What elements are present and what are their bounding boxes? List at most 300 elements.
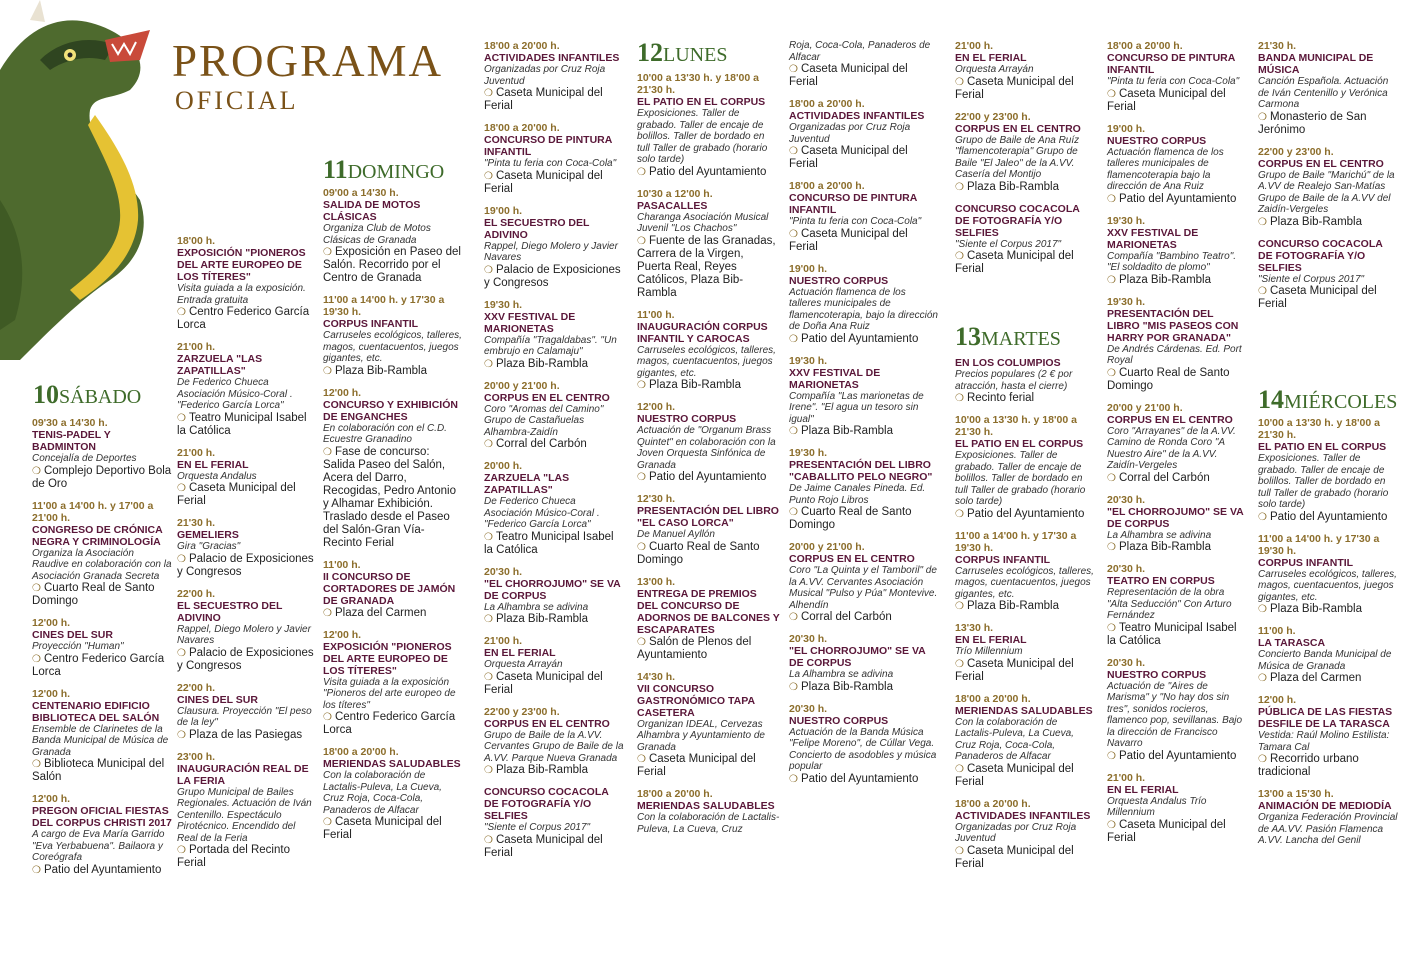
- event-title: SALIDA DE MOTOS CLÁSICAS: [323, 199, 421, 223]
- event-title: MERIENDAS SALUDABLES: [955, 704, 1093, 717]
- event-time: 12'00 h.: [323, 628, 362, 641]
- event-entry: [789, 541, 939, 624]
- event-venue: ❍ Patio del Ayuntamiento: [789, 773, 939, 786]
- event-venue: ❍ Cuarto Real de Santo Domingo: [789, 506, 939, 532]
- event-entry: [1258, 417, 1398, 524]
- day-name: SÁBADO: [59, 386, 142, 408]
- event-entry: [1107, 123, 1247, 206]
- event-description: Grupo de Baile de la A.VV. Cervantes Grupo de Baile de la A.VV. Parque Nueva Granada: [484, 729, 624, 764]
- event-description: Carruseles ecológicos, talleres, magos, cuentacuentos, juegos gigantes, etc.: [955, 565, 1094, 600]
- event-venue: ❍ Plaza Bib-Rambla: [484, 613, 624, 626]
- event-entry: [177, 751, 317, 871]
- event-title: CONCURSO DE PINTURA INFANTIL: [484, 134, 612, 158]
- event-description: Con la colaboración de Lactalis-Puleva, La Cueva, Cruz: [637, 812, 780, 835]
- event-time: 19'30 h.: [1107, 295, 1146, 308]
- event-description: Actuación flamenca de los talleres municipales de flamencoterapia, bajo la dirección de Doña Ana Ruiz: [789, 286, 938, 332]
- event-time: 23'00 h.: [177, 750, 216, 763]
- event-title: "EL CHORROJUMO" SE VA DE CORPUS: [789, 645, 926, 669]
- event-time: 13'00 a 15'30 h.: [1258, 788, 1334, 800]
- event-description: Compañía "Bambino Teatro". "El soldadito de plomo": [1107, 250, 1237, 273]
- event-time: 20'00 y 21'00 h.: [484, 379, 560, 392]
- event-title: NUESTRO CORPUS: [1107, 668, 1207, 681]
- event-entry: [637, 72, 780, 179]
- event-venue: ❍ Centro Federico García Lorca: [32, 653, 172, 679]
- event-entry: [484, 786, 624, 860]
- event-entry: [789, 180, 939, 254]
- event-entry: [955, 111, 1095, 194]
- event-venue: ❍ Palacio de Exposiciones y Congresos: [177, 553, 317, 579]
- column-sabado-2: [177, 235, 317, 879]
- event-title: ENTREGA DE PREMIOS DEL CONCURSO DE ADORNOS DE BALCONES Y ESCAPARATES: [637, 587, 780, 636]
- event-time: 11'00 a 14'00 h. y 17'30 a 19'30 h.: [955, 529, 1077, 554]
- event-entry: [637, 671, 780, 780]
- event-description: Exposiciones. Taller de grabado. Taller de encaje de bolillos. Taller de bordado en tull Taller de grabado (horario solo tarde): [1258, 453, 1389, 510]
- event-venue: ❍ Fase de concurso: Salida Paseo del Salón, Acera del Darro, Recogidas, Pedro Antonio y Alhamar Exhibición. Traslado desde el Paseo del Salón-Gran Vía- Recinto Ferial: [323, 446, 463, 550]
- event-title: CORPUS INFANTIL: [323, 318, 419, 330]
- event-time: 22'00 h.: [177, 587, 216, 600]
- event-entry: [484, 635, 624, 697]
- event-description: Organiza Club de Motos Clásicas de Granada: [323, 223, 431, 246]
- event-entry: [1107, 657, 1247, 763]
- event-entry: [1107, 772, 1247, 845]
- event-entry: [637, 309, 780, 393]
- event-title: CINES DEL SUR: [177, 693, 258, 706]
- event-time: 21'00 h.: [177, 341, 216, 353]
- column-domingo-2: [484, 40, 624, 869]
- event-venue: ❍ Patio del Ayuntamiento: [1107, 750, 1247, 763]
- event-time: 18'00 a 20'00 h.: [789, 180, 865, 192]
- event-venue: ❍ Caseta Municipal del Ferial: [484, 671, 624, 697]
- event-title: ACTIVIDADES INFANTILES: [789, 110, 925, 122]
- event-title: INAUGURACIÓN REAL DE LA FERIA: [177, 762, 309, 787]
- event-entry: [1258, 625, 1398, 685]
- event-entry: [177, 235, 317, 332]
- event-entry: [955, 414, 1095, 521]
- event-venue: ❍ Recinto ferial: [955, 392, 1095, 405]
- event-entry: [1258, 238, 1398, 312]
- event-entry: [323, 746, 463, 842]
- event-time: 18'00 a 20'00 h.: [1107, 40, 1183, 52]
- event-time: 13'00 h.: [637, 575, 676, 588]
- event-venue: ❍ Caseta Municipal del Ferial: [789, 228, 939, 254]
- event-venue: ❍ Caseta Municipal del Ferial: [955, 76, 1095, 102]
- event-title: XXV FESTIVAL DE MARIONETAS: [789, 366, 881, 391]
- event-venue: ❍ Plaza Bib-Rambla: [1258, 603, 1398, 616]
- event-venue: ❍ Complejo Deportivo Bola de Oro: [32, 465, 172, 491]
- event-description: Con la colaboración de Lactalis-Puleva, La Cueva, Cruz Roja, Coca-Cola, Panaderos de Alfacar: [955, 716, 1074, 762]
- event-time: 10'00 a 13'30 h. y 18'00 a 21'30 h.: [955, 414, 1077, 438]
- event-title: TENIS-PADEL Y BADMINTON: [32, 429, 111, 453]
- event-time: 19'30 h.: [789, 354, 828, 367]
- event-time: 18'00 a 20'00 h.: [637, 788, 713, 800]
- event-venue: ❍ Caseta Municipal del Ferial: [955, 763, 1095, 789]
- event-time: 09'30 a 14'30 h.: [32, 417, 108, 429]
- event-entry: [177, 517, 317, 579]
- event-entry: [323, 294, 463, 378]
- event-venue: ❍ Patio del Ayuntamiento: [32, 864, 172, 877]
- event-venue: ❍ Caseta Municipal del Ferial: [177, 482, 317, 508]
- event-venue: ❍ Biblioteca Municipal del Salón: [32, 758, 172, 784]
- event-title: CORPUS EN EL CENTRO: [1258, 157, 1384, 170]
- event-title: VII CONCURSO GASTRONÓMICO TAPA CASETERA: [637, 682, 755, 719]
- event-description: Actuación de la Banda Música "Felipe Moreno", de Cúllar Vega. Concierto de asodobles y música popular: [789, 726, 937, 772]
- event-venue: ❍ Cuarto Real de Santo Domingo: [32, 582, 172, 608]
- event-title: TEATRO EN CORPUS: [1107, 575, 1215, 587]
- event-entry: [32, 617, 172, 679]
- event-description: La Alhambra se adivina: [484, 601, 589, 613]
- event-title: EL SECUESTRO DEL ADIVINO: [177, 599, 283, 624]
- event-entry: [1258, 694, 1398, 779]
- event-entry: [637, 188, 780, 300]
- event-entry: [177, 588, 317, 673]
- event-entry: [1107, 296, 1247, 393]
- event-entry: [955, 622, 1095, 684]
- event-description: Actuación de "Organum Brass Quintet" en colaboración con la Joven Orquesta Sinfónica de Granada: [637, 425, 776, 471]
- event-title: PRESENTACIÓN DEL LIBRO "EL CASO LORCA": [637, 505, 779, 529]
- day-name: MIÉRCOLES: [1284, 391, 1398, 413]
- event-venue: ❍ Caseta Municipal del Ferial: [484, 834, 624, 860]
- event-description: De Andrés Cárdenas. Ed. Port Royal: [1107, 343, 1242, 366]
- event-title: ACTIVIDADES INFANTILES: [955, 809, 1091, 822]
- event-title: NUESTRO CORPUS: [637, 413, 737, 425]
- event-title: EN EL FERIAL: [955, 52, 1027, 64]
- event-venue: ❍ Patio del Ayuntamiento: [637, 471, 780, 484]
- event-title: EN EL FERIAL: [484, 647, 556, 659]
- event-title: CORPUS INFANTIL: [955, 553, 1051, 566]
- event-time: 12'00 h.: [32, 687, 71, 700]
- event-entry: [955, 40, 1095, 102]
- event-entry: [1107, 494, 1247, 555]
- event-venue: ❍ Corral del Carbón: [1107, 472, 1247, 485]
- event-description: Concierto Banda Municipal de Música de Granada: [1258, 649, 1392, 672]
- event-time: 19'00 h.: [789, 262, 828, 275]
- event-time: 11'00 a 14'00 h. y 17'00 a 21'00 h.: [32, 499, 154, 524]
- event-title: CONCURSO COCACOLA DE FOTOGRAFÍA Y/O SELFIES: [484, 786, 609, 822]
- event-title: EL PATIO EN EL CORPUS: [955, 438, 1084, 450]
- event-title: CORPUS EN EL CENTRO: [1107, 413, 1233, 426]
- event-time: 20'30 h.: [789, 702, 828, 715]
- event-title: NUESTRO CORPUS: [789, 274, 889, 287]
- day-number: 12: [637, 38, 663, 67]
- event-entry: [955, 693, 1095, 789]
- event-time: 20'00 h.: [484, 460, 523, 472]
- event-entry: [955, 530, 1095, 614]
- event-description: Rappel, Diego Molero y Javier Navares: [177, 623, 311, 646]
- event-description: Compañía "Las marionetas de Irene". "El agua un tesoro sin igual": [789, 390, 924, 425]
- event-description: Trío Millennium: [955, 646, 1023, 657]
- event-title: CORPUS INFANTIL: [1258, 556, 1354, 569]
- event-venue: ❍ Corral del Carbón: [484, 438, 624, 451]
- event-description: Organizadas por Cruz Roja Juventud: [789, 122, 911, 145]
- event-title: EL SECUESTRO DEL ADIVINO: [484, 216, 590, 241]
- event-title: EN EL FERIAL: [1107, 783, 1179, 796]
- event-entry: [484, 460, 624, 557]
- event-venue: ❍ Caseta Municipal del Ferial: [789, 145, 939, 171]
- event-title: CORPUS EN EL CENTRO: [955, 122, 1081, 135]
- event-venue: ❍ Salón de Plenos del Ayuntamiento: [637, 636, 780, 662]
- event-title: CONCURSO Y EXHIBICIÓN DE ENGANCHES: [323, 398, 458, 423]
- event-title: "EL CHORROJUMO" SE VA DE CORPUS: [484, 577, 621, 602]
- event-title: ANIMACIÓN DE MEDIODÍA: [1258, 800, 1392, 812]
- event-entry: [1107, 215, 1247, 287]
- event-entry: [1258, 146, 1398, 229]
- event-time: 20'30 h.: [1107, 493, 1146, 506]
- event-title: XXV FESTIVAL DE MARIONETAS: [1107, 226, 1199, 251]
- event-entry: [32, 417, 172, 491]
- column-martes-1: [955, 357, 1095, 880]
- event-entry: [789, 98, 939, 171]
- event-time: 11'00 h.: [637, 308, 675, 321]
- event-entry: [323, 387, 463, 550]
- event-venue: ❍ Caseta Municipal del Ferial: [323, 816, 463, 842]
- event-venue: ❍ Caseta Municipal del Ferial: [789, 63, 939, 89]
- event-time: 18'00 a 20'00 h.: [789, 98, 865, 110]
- event-time: 18'00 a 20'00 h.: [484, 40, 560, 52]
- event-time: 20'30 h.: [789, 633, 828, 645]
- event-venue: ❍ Caseta Municipal del Ferial: [955, 658, 1095, 684]
- event-title: ZARZUELA "LAS ZAPATILLAS": [484, 472, 570, 496]
- event-description: Canción Española. Actuación de Iván Centenillo y Verónica Carmona: [1258, 76, 1389, 110]
- event-venue: ❍ Monasterio de San Jerónimo: [1258, 111, 1398, 137]
- event-venue: ❍ Patio del Ayuntamiento: [1107, 193, 1247, 206]
- day-heading-12: [637, 38, 727, 68]
- event-description: Con la colaboración de Lactalis-Puleva, La Cueva, Cruz Roja, Coca-Cola, Panaderos de Alfacar: [323, 770, 442, 816]
- event-title: PÚBLICA DE LAS FIESTAS DESFILE DE LA TARASCA: [1258, 706, 1393, 730]
- day-number: 13: [955, 322, 981, 351]
- event-entry: [323, 629, 463, 738]
- event-description: "Siente el Corpus 2017": [955, 238, 1062, 250]
- event-title: PRESENTACIÓN DEL LIBRO "CABALLITO PELO NEGRO": [789, 459, 933, 483]
- event-time: 21'30 h.: [1258, 40, 1297, 52]
- event-time: 20'00 y 21'00 h.: [789, 541, 865, 553]
- event-time: 21'00 h.: [484, 635, 523, 647]
- event-title: CONGRESO DE CRÓNICA NEGRA Y CRIMINOLOGÍA: [32, 523, 163, 548]
- event-venue: ❍ Patio del Ayuntamiento: [1258, 511, 1398, 524]
- day-name: MARTES: [981, 328, 1061, 350]
- event-time: 20'00 y 21'00 h.: [1107, 401, 1183, 414]
- event-title: EN LOS COLUMPIOS: [955, 357, 1061, 369]
- event-entry: [789, 447, 939, 532]
- event-venue: ❍ Plaza Bib-Rambla: [1107, 274, 1247, 287]
- column-miercoles-1: [1258, 417, 1398, 856]
- event-description: Orquesta Arrayán: [955, 64, 1034, 75]
- event-entry: [637, 576, 780, 662]
- event-description: Rappel, Diego Molero y Javier Navares: [484, 240, 618, 263]
- event-title: CONCURSO COCACOLA DE FOTOGRAFÍA Y/O SELFIES: [1258, 237, 1383, 274]
- event-description: A cargo de Eva María Garrido "Eva Yerbabuena". Bailaora y Coreógrafa: [32, 829, 165, 863]
- event-entry: [177, 682, 317, 742]
- event-time: 12'00 h.: [637, 401, 676, 413]
- event-time: 21'30 h.: [177, 517, 216, 529]
- event-title: EL PATIO EN EL CORPUS: [1258, 441, 1387, 453]
- event-time: 19'30 h.: [1107, 214, 1146, 227]
- event-entry: [955, 203, 1095, 277]
- event-title: NUESTRO CORPUS: [1107, 134, 1207, 147]
- day-number: 11: [323, 155, 348, 184]
- event-time: 19'30 h.: [484, 298, 523, 311]
- event-entry: [484, 380, 624, 452]
- event-venue: ❍ Cuarto Real de Santo Domingo: [1107, 367, 1247, 393]
- event-venue: ❍ Plaza del Carmen: [323, 607, 463, 620]
- event-description: Grupo de Baile de Ana Ruíz "flamencoterapia" Grupo de Baile "El Jaleo" de la A.VV. Casería del Montijo: [955, 134, 1080, 180]
- event-entry: [484, 566, 624, 627]
- event-title: NUESTRO CORPUS: [789, 714, 889, 727]
- event-entry: [484, 299, 624, 371]
- event-venue: ❍ Recorrido urbano tradicional: [1258, 753, 1398, 779]
- event-entry: [637, 788, 780, 835]
- event-entry: [955, 798, 1095, 871]
- event-venue: ❍ Plaza de las Pasiegas: [177, 729, 317, 742]
- event-description: Organizadas por Cruz Roja Juventud: [955, 821, 1077, 844]
- event-venue: ❍ Caseta Municipal del Ferial: [1107, 88, 1247, 114]
- event-entry: [32, 688, 172, 785]
- event-time: 21'00 h.: [1107, 771, 1146, 784]
- event-time: 18'00 a 20'00 h.: [484, 122, 560, 134]
- event-description: "Siente el Corpus 2017": [1258, 273, 1365, 285]
- event-description: Orquesta Andalus Trío Millennium: [1107, 795, 1207, 818]
- event-title: XXV FESTIVAL DE MARIONETAS: [484, 310, 576, 335]
- day-name: LUNES: [663, 44, 728, 66]
- event-time: 12'00 h.: [1258, 694, 1297, 706]
- event-time: 22'00 y 23'00 h.: [484, 705, 560, 718]
- event-time: 19'00 h.: [484, 204, 523, 217]
- event-description: Gira "Gracias": [177, 541, 241, 552]
- event-venue: ❍ Caseta Municipal del Ferial: [484, 87, 624, 113]
- day-heading-14: [1258, 385, 1397, 415]
- title-line1: PROGRAMA: [172, 36, 444, 86]
- event-description: De Federico Chueca Asociación Músico-Coral . "Federico García Lorca": [177, 377, 293, 411]
- event-entry: [484, 122, 624, 196]
- event-venue: ❍ Plaza Bib-Rambla: [1258, 216, 1398, 229]
- event-venue: ❍ Plaza Bib-Rambla: [955, 600, 1095, 613]
- event-entry: [177, 341, 317, 438]
- event-title: CONCURSO DE PINTURA INFANTIL: [1107, 52, 1235, 76]
- event-venue: ❍ Patio del Ayuntamiento: [789, 333, 939, 346]
- event-time: 20'30 h.: [1107, 656, 1146, 669]
- event-venue: ❍ Corral del Carbón: [789, 611, 939, 624]
- event-description: Coro "La Quinta y el Tamboril" de la A.VV. Cervantes Asociación Musical "Pulso y Púa" Montevive. Alhendín: [789, 565, 938, 611]
- event-entry: [484, 205, 624, 290]
- event-description: "Pinta tu feria con Coca-Cola": [789, 216, 922, 227]
- column-martes-2: [1107, 40, 1247, 854]
- event-title: EXPOSICIÓN "PIONEROS DEL ARTE EUROPEO DE LOS TÍTERES": [177, 247, 306, 283]
- event-time: 19'30 h.: [789, 447, 828, 459]
- event-entry: [637, 493, 780, 567]
- event-venue: ❍ Centro Federico García Lorca: [177, 306, 317, 332]
- event-title: CENTENARIO EDIFICIO BIBLIOTECA DEL SALÓN: [32, 699, 160, 724]
- event-description: Carruseles ecológicos, talleres, magos, cuentacuentos, juegos gigantes, etc.: [323, 330, 462, 364]
- event-time: 11'00 h.: [323, 558, 361, 571]
- event-time: 11'00 a 14'00 h. y 17'30 a 19'30 h.: [323, 294, 445, 318]
- event-description: Carruseles ecológicos, talleres, magos, cuentacuentos, juegos gigantes, etc.: [1258, 568, 1397, 603]
- event-time: 12'30 h.: [637, 493, 676, 505]
- event-title: EXPOSICIÓN "PIONEROS DEL ARTE EUROPEO DE LOS TÍTERES": [323, 640, 452, 677]
- event-time: 12'00 h.: [32, 617, 71, 629]
- event-title: PASACALLES: [637, 199, 708, 212]
- event-entry: [789, 703, 939, 786]
- event-title: EN EL FERIAL: [177, 458, 249, 471]
- event-entry: [789, 355, 939, 439]
- event-venue: ❍ Teatro Municipal Isabel la Católica: [484, 531, 624, 557]
- event-description: "Siente el Corpus 2017": [484, 822, 591, 833]
- event-venue: ❍ Plaza Bib-Rambla: [637, 379, 780, 392]
- event-time: 19'00 h.: [1107, 122, 1146, 135]
- column-martes-3: [1258, 40, 1398, 320]
- event-description: Vestida: Raúl Molino Estilista: Tamara Cal: [1258, 730, 1390, 753]
- event-entry: [32, 793, 172, 877]
- event-description: Exposiciones. Taller de grabado. Taller de encaje de bolillos. Taller de bordado en tull Taller de grabado (horario solo tarde): [637, 108, 768, 165]
- event-time: 18'00 a 20'00 h.: [955, 692, 1031, 705]
- column-sabado-1: [32, 417, 172, 886]
- day-heading-10: [33, 380, 141, 410]
- event-entry: [955, 357, 1095, 405]
- event-description: Charanga Asociación Musical Juvenil "Los Chachos": [637, 211, 769, 234]
- event-description: Grupo Municipal de Bailes Regionales. Actuación de Iván Centenillo. Espectáculo Pirotécnico. Encendido del Real de la Feria: [177, 786, 312, 844]
- event-title: GEMELIERS: [177, 529, 239, 541]
- event-title: LA TARASCA: [1258, 637, 1326, 649]
- event-venue: ❍ Caseta Municipal del Ferial: [955, 845, 1095, 871]
- event-title: INAUGURACIÓN CORPUS INFANTIL Y CAROCAS: [637, 320, 768, 345]
- event-title: ACTIVIDADES INFANTILES: [484, 52, 620, 64]
- event-venue: ❍ Plaza Bib-Rambla: [484, 358, 624, 371]
- event-description: Organizan IDEAL, Cervezas Alhambra y Ayuntamiento de Granada: [637, 718, 765, 753]
- event-entry: [1107, 402, 1247, 485]
- day-number: 14: [1258, 385, 1284, 414]
- event-title: CORPUS EN EL CENTRO: [789, 553, 915, 565]
- event-time: 13'30 h.: [955, 622, 994, 634]
- event-title: EN EL FERIAL: [955, 634, 1027, 646]
- event-venue: ❍ Plaza Bib-Rambla: [1107, 541, 1247, 554]
- event-title: EL PATIO EN EL CORPUS: [637, 96, 766, 108]
- event-description: Actuación de "Aires de Marisma" y "No hay dos sin tres", sonidos rocieros, flamenco pop, sevillanas. Bajo la dirección de Francisco Navarro: [1107, 680, 1243, 749]
- event-venue: ❍ Cuarto Real de Santo Domingo: [637, 541, 780, 567]
- event-venue: ❍ Plaza Bib-Rambla: [789, 425, 939, 438]
- event-venue: ❍ Centro Federico García Lorca: [323, 711, 463, 737]
- event-venue: ❍ Caseta Municipal del Ferial: [955, 250, 1095, 276]
- event-title: PRESENTACIÓN DEL LIBRO "MIS PASEOS CON HARRY POR GRANADA": [1107, 307, 1239, 344]
- event-venue: ❍ Caseta Municipal del Ferial: [637, 753, 780, 779]
- event-description: Orquesta Andalus: [177, 470, 257, 482]
- event-time: 11'00 h.: [1258, 625, 1296, 637]
- event-entry: [32, 500, 172, 609]
- event-description: Proyección "Human": [32, 641, 124, 652]
- event-entry: [1107, 40, 1247, 114]
- event-entry: [789, 263, 939, 346]
- event-description: Visita guiada a la exposición "Pioneros del arte europeo de los títeres": [323, 676, 456, 711]
- event-time: 10'00 a 13'30 h. y 18'00 a 21'30 h.: [637, 72, 759, 96]
- column-lunes-1: [637, 72, 780, 844]
- event-venue: ❍ Portada del Recinto Ferial: [177, 844, 317, 870]
- event-time: 12'00 h.: [323, 386, 362, 399]
- event-entry: [789, 633, 939, 694]
- event-venue: ❍ Caseta Municipal del Ferial: [484, 170, 624, 196]
- column-lunes-2: [789, 40, 939, 795]
- event-venue: ❍ Palacio de Exposiciones y Congresos: [484, 264, 624, 290]
- event-venue: ❍ Plaza Bib-Rambla: [789, 681, 939, 694]
- event-description: "Pinta tu feria con Coca-Cola": [484, 158, 617, 169]
- event-description: Orquesta Arrayán: [484, 659, 563, 670]
- event-time: 21'00 h.: [955, 40, 994, 52]
- event-time: 09'00 a 14'30 h.: [323, 187, 399, 199]
- event-title: PREGON OFICIAL FIESTAS DEL CORPUS CHRISTI 2017: [32, 805, 172, 829]
- event-description: Concejalía de Deportes: [32, 453, 137, 464]
- event-description: Coro "Aromas del Camino" Grupo de Castañuelas Alhambra-Zaidín: [484, 403, 604, 438]
- event-description: Precios populares (2 € por atracción, hasta el cierre): [955, 369, 1073, 392]
- event-title: CONCURSO COCACOLA DE FOTOGRAFÍA Y/O SELFIES: [955, 202, 1080, 239]
- event-description: Grupo de Baile "Marichú" de la A.VV de Realejo San-Matías Grupo de Baile de la A.VV del Zaidín-Vergeles: [1258, 169, 1395, 215]
- event-venue: ❍ Plaza Bib-Rambla: [484, 764, 624, 777]
- event-description: De Federico Chueca Asociación Músico-Coral . "Federico García Lorca": [484, 496, 600, 530]
